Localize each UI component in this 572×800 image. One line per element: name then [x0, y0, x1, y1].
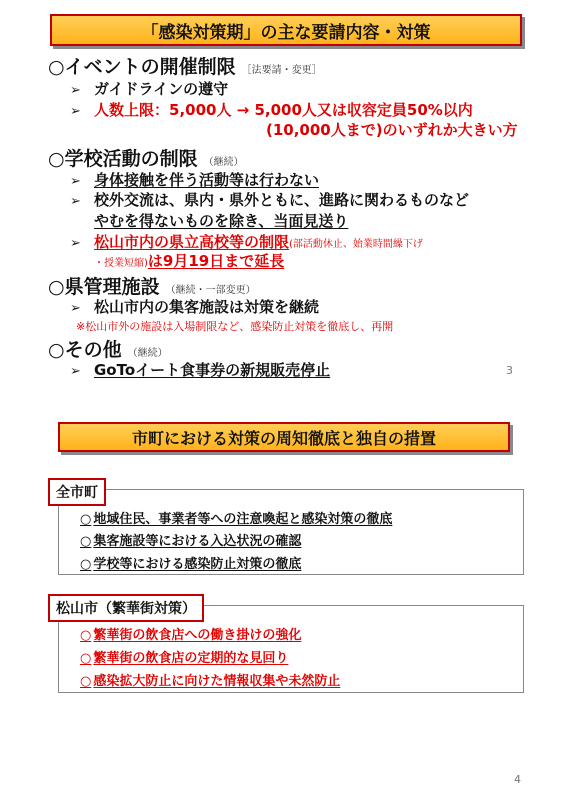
page-number-4: 4 [514, 773, 521, 786]
circle-bullet-icon: ○ [80, 651, 92, 666]
arrow-bullet-icon: ➢ [70, 104, 81, 119]
arrow-bullet-icon: ➢ [70, 83, 81, 98]
page-number-3: 3 [506, 364, 513, 377]
matsuyama-tag: 松山市（繁華街対策） [48, 594, 204, 622]
all-cities-item-1: ○ 地域住民、事業者等への注意喚起と感染対策の徹底 [80, 512, 393, 527]
circle-bullet-icon: ○ [80, 628, 92, 643]
event-heading: ○イベントの開催制限 ［法要請・変更］ [48, 56, 322, 78]
other-heading: ○その他 （継続） [48, 339, 168, 361]
school-item-3: ➢ 松山市内の県立高校等の制限(部活動休止、始業時間繰下げ [70, 233, 423, 251]
slide4-title: 市町における対策の周知徹底と独自の措置 [58, 422, 510, 452]
arrow-bullet-icon: ➢ [70, 174, 81, 189]
event-item-1: ➢ ガイドラインの遵守 [70, 80, 229, 98]
matsuyama-item-2: ○ 繁華街の飲食店の定期的な見回り [80, 651, 289, 666]
slide3-title: 「感染対策期」の主な要請内容・対策 [50, 14, 522, 46]
circle-bullet-icon: ○ [80, 512, 92, 527]
other-item-1: ➢ GoToイート食事券の新規販売停止 [70, 361, 331, 379]
school-item-2-cont: やむを得ないものを除き、当面見送り [94, 212, 349, 230]
matsuyama-item-1: ○ 繁華街の飲食店への働き掛けの強化 [80, 628, 302, 643]
arrow-bullet-icon: ➢ [70, 236, 81, 251]
school-heading: ○学校活動の制限 （継続） [48, 148, 244, 170]
school-item-1: ➢ 身体接触を伴う活動等は行わない [70, 171, 320, 189]
event-item-2-cont: (10,000人まで)のいずれか大きい方 [266, 121, 518, 139]
circle-bullet-icon: ○ [80, 534, 92, 549]
arrow-bullet-icon: ➢ [70, 194, 81, 209]
facility-note: ※松山市外の施設は入場制限など、感染防止対策を徹底し、再開 [76, 320, 394, 333]
all-cities-tag: 全市町 [48, 478, 106, 506]
arrow-bullet-icon: ➢ [70, 301, 81, 316]
school-item-2: ➢ 校外交流は、県内・県外ともに、進路に関わるものなど [70, 191, 470, 209]
all-cities-item-2: ○ 集客施設等における入込状況の確認 [80, 534, 302, 549]
all-cities-item-3: ○ 学校等における感染防止対策の徹底 [80, 557, 302, 572]
facility-heading: ○県管理施設 （継続・一部変更） [48, 276, 256, 298]
circle-bullet-icon: ○ [80, 557, 92, 572]
school-item-3-cont: ・授業短縮)は9月19日まで延長 [94, 252, 285, 270]
matsuyama-item-3: ○ 感染拡大防止に向けた情報収集や未然防止 [80, 674, 341, 689]
facility-item-1: ➢ 松山市内の集客施設は対策を継続 [70, 298, 320, 316]
event-item-2: ➢ 人数上限：5,000人 → 5,000人又は収容定員50%以内 [70, 101, 473, 119]
arrow-bullet-icon: ➢ [70, 364, 81, 379]
circle-bullet-icon: ○ [80, 674, 92, 689]
